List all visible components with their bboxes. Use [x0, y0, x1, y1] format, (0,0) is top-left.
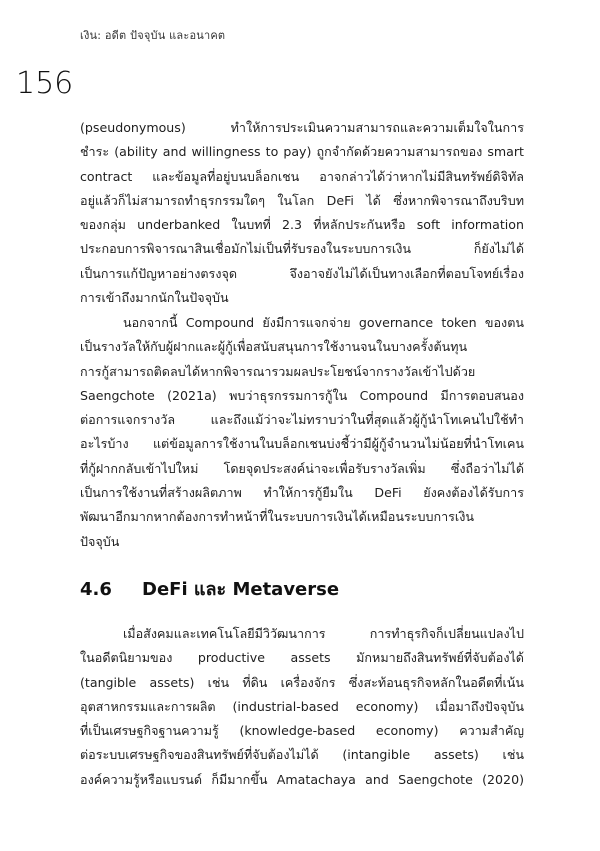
text-line: เป็นรางวัลให้กับผู้ฝากและผู้กู้เพื่อสนับสนุนการใช้งานจนในบางครั้งต้นทุน — [80, 339, 468, 355]
section-number: 4.6 — [80, 579, 112, 600]
paragraph-3 — [80, 622, 524, 792]
text-line: (pseudonymous) ทำให้การประเมินความสามารถและความเต็มใจในการ — [80, 120, 524, 135]
text-line: เป็นการใช้งานที่สร้างผลิตภาพ ทำให้การกู้ยืมใน DeFi ยังคงต้องได้รับการ — [80, 485, 524, 501]
paragraph-1 — [80, 116, 524, 310]
section-heading — [80, 574, 339, 603]
text-line: องค์ความรู้หรือแบรนด์ ก็มีมากขึ้น Amatachaya and Saengchote (2020) — [80, 771, 524, 787]
page-number: 156 — [16, 66, 74, 101]
text-line: ต่อการแจกรางวัล และถึงแม้ว่าจะไม่ทราบว่าในที่สุดแล้วผู้กู้นำโทเคนไปใช้ทำ — [80, 412, 524, 428]
text-line: การเข้าถึงมากนักในปัจจุบัน — [80, 290, 229, 306]
text-line: contract และข้อมูลที่อยู่บนบล็อกเชน อาจกล่าวได้ว่าหากไม่มีสินทรัพย์ดิจิทัล — [80, 168, 524, 184]
text-line: นอกจากนี้ Compound ยังมีการแจกจ่าย governance token ของตน — [123, 315, 524, 330]
paragraph-2 — [80, 311, 524, 554]
text-line: ต่อระบบเศรษฐกิจของสินทรัพย์ที่จับต้องไม่ได้ (intangible assets) เช่น — [80, 747, 524, 763]
text-line: ประกอบการพิจารณาสินเชื่อมักไม่เป็นที่รับรองในระบบการเงิน ก็ยังไม่ได้ — [80, 241, 524, 257]
text-line: ที่เป็นเศรษฐกิจฐานความรู้ (knowledge-based economy) ความสำคัญ — [80, 723, 524, 739]
text-line: การกู้สามารถติดลบได้หากพิจารณารวมผลประโยชน์จากรางวัลเข้าไปด้วย — [80, 363, 476, 379]
text-line: ในอดีตนิยามของ productive assets มักหมายถึงสินทรัพย์ที่จับต้องได้ — [80, 650, 524, 666]
running-header: เงิน: อดีต ปัจจุบัน และอนาคต — [80, 29, 226, 42]
text-line: อยู่แล้วก็ไม่สามารถทำธุรกรรมใดๆ ในโลก DeFi ได้ ซึ่งหากพิจารณาถึงบริบท — [80, 192, 524, 208]
text-line: ที่กู้ฝากกลับเข้าไปใหม่ โดยจุดประสงค์น่าจะเพื่อรับรางวัลเพิ่ม ซึ่งถือว่าไม่ได้ — [80, 460, 524, 476]
text-line: อะไรบ้าง แต่ข้อมูลการใช้งานในบล็อกเชนบ่งชี้ว่ามีผู้กู้จำนวนไม่น้อยที่นำโทเคน — [80, 436, 524, 452]
section-title: DeFi และ Metaverse — [142, 579, 340, 600]
text-line: ของกลุ่ม underbanked ในบทที่ 2.3 ที่หลักประกันหรือ soft information — [80, 217, 524, 233]
text-line: Saengchote (2021a) พบว่าธุรกรรมการกู้ใน Compound มีการตอบสนอง — [80, 387, 524, 403]
text-line: ชำระ (ability and willingness to pay) ถูกจำกัดด้วยความสามารถของ smart — [80, 144, 524, 160]
text-line: อุตสาหกรรมและการผลิต (industrial-based economy) เมื่อมาถึงปัจจุบัน — [80, 698, 524, 714]
text-line: เป็นการแก้ปัญหาอย่างตรงจุด จึงอาจยังไม่ได้เป็นทางเลือกที่ตอบโจทย์เรื่อง — [80, 265, 524, 281]
text-line: เมื่อสังคมและเทคโนโลยีมีวิวัฒนาการ การทำธุรกิจก็เปลี่ยนแปลงไป — [123, 626, 524, 641]
text-line: ปัจจุบัน — [80, 533, 120, 549]
text-line: พัฒนาอีกมากหากต้องการทำหน้าที่ในระบบการเงินได้เหมือนระบบการเงิน — [80, 509, 474, 525]
text-line: (tangible assets) เช่น ที่ดิน เครื่องจักร ซึ่งสะท้อนธุรกิจหลักในอดีตที่เน้น — [80, 674, 524, 690]
